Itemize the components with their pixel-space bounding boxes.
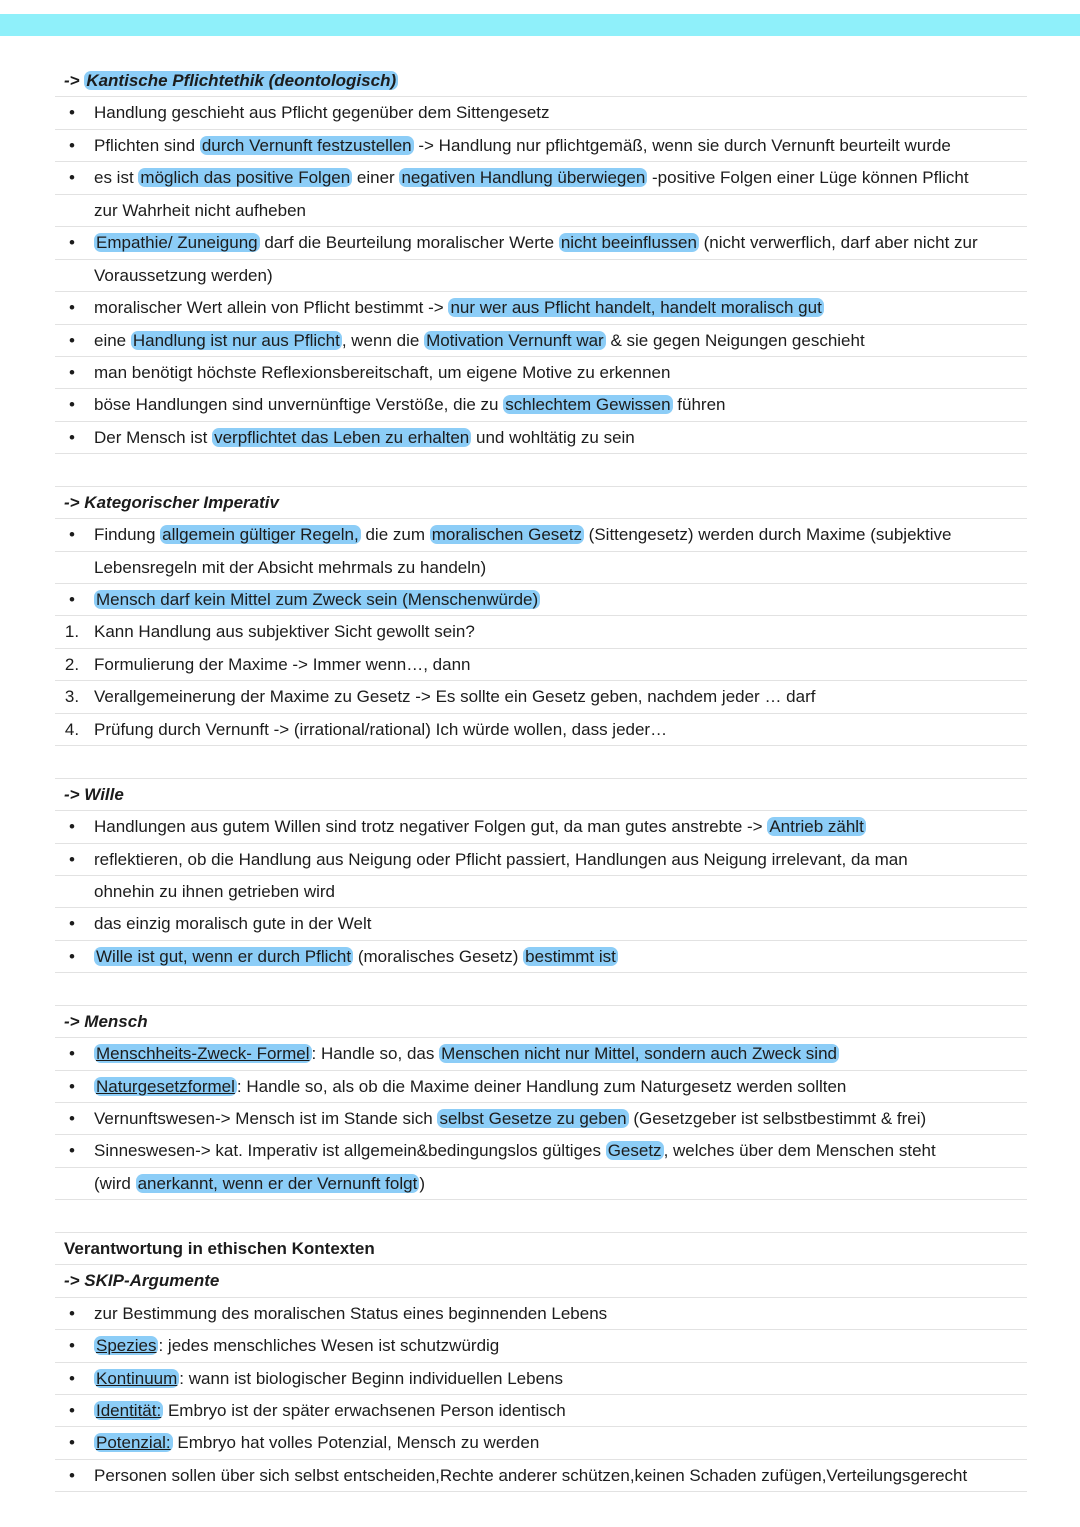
note-line	[55, 519, 1027, 551]
text-segment: böse Handlungen sind unvernünftige Verstöße, die zu	[94, 395, 504, 415]
line-text	[94, 422, 635, 454]
note-line	[55, 1460, 1027, 1492]
note-line	[55, 454, 1027, 486]
note-line	[55, 260, 1027, 292]
text-segment: )	[419, 1173, 425, 1193]
list-number: 4.	[64, 719, 80, 739]
highlighted-text: Kontinuum	[96, 1368, 178, 1388]
note-line	[55, 1071, 1027, 1103]
highlighted-text: Kantische Pflichtethik (deontologisch)	[86, 71, 397, 90]
text-segment: einer	[352, 168, 400, 188]
text-segment: man benötigt höchste Reflexionsbereitschaft, um eigene Motive zu erkennen	[94, 362, 671, 382]
text-segment: Embryo hat volles Potenzial, Mensch zu werden	[172, 1433, 540, 1453]
highlighted-text: Handlung ist nur aus Pflicht	[132, 330, 340, 350]
highlighted-text: Spezies	[96, 1336, 157, 1356]
note-line	[55, 1395, 1027, 1427]
note-line	[55, 811, 1027, 843]
text-segment: & sie gegen Neigungen geschieht	[605, 330, 865, 350]
bullet-marker: •	[69, 1336, 75, 1356]
text-segment: moralischer Wert allein von Pflicht bestimmt ->	[94, 298, 449, 318]
text-segment: , welches über dem Menschen steht	[663, 1141, 936, 1161]
bullet-marker: •	[69, 135, 75, 155]
highlighted-text: negativen Handlung überwiegen	[401, 168, 646, 188]
note-line	[55, 1200, 1027, 1232]
text-segment: (Sittengesetz) werden durch Maxime (subjektive	[583, 525, 952, 545]
notes-document	[55, 65, 1027, 1492]
line-text	[94, 1103, 926, 1135]
section-heading	[55, 779, 1027, 811]
note-line	[55, 325, 1027, 357]
highlighted-text: Wille ist gut, wenn er durch Pflicht	[96, 946, 352, 966]
bullet-marker: •	[69, 1368, 75, 1388]
note-line	[55, 941, 1027, 973]
text-segment: Verallgemeinerung der Maxime zu Gesetz -> Es sollte ein Gesetz geben, nachdem jeder … darf	[94, 687, 816, 707]
line-text	[94, 584, 540, 616]
text-segment: (nicht verwerflich, darf aber nicht zur	[698, 233, 978, 253]
highlighted-text: moralischen Gesetz	[431, 525, 582, 545]
note-line	[55, 1168, 1027, 1200]
highlighted-text: Potenzial:	[96, 1433, 171, 1453]
line-text	[94, 1071, 846, 1103]
text-segment: zur Wahrheit nicht aufheben	[94, 200, 306, 220]
line-text	[94, 357, 670, 389]
line-text	[94, 162, 969, 194]
note-line	[55, 908, 1027, 940]
note-line	[55, 422, 1027, 454]
text-segment: Der Mensch ist	[94, 427, 213, 447]
text-segment: -positive Folgen einer Lüge können Pflicht	[647, 168, 969, 188]
line-text	[64, 65, 398, 97]
text-segment: es ist	[94, 168, 139, 188]
top-color-banner	[0, 14, 1080, 36]
highlighted-text: anerkannt, wenn er der Vernunft folgt	[137, 1173, 418, 1193]
text-segment: ->	[64, 71, 85, 90]
bullet-marker: •	[69, 330, 75, 350]
text-segment: Kann Handlung aus subjektiver Sicht gewollt sein?	[94, 622, 475, 642]
note-line	[55, 357, 1027, 389]
highlighted-text: möglich das positive Folgen	[140, 168, 351, 188]
line-text	[94, 1038, 839, 1070]
line-text	[94, 616, 475, 648]
bullet-marker: •	[69, 1400, 75, 1420]
text-segment: : Handle so, als ob die Maxime deiner Handlung zum Naturgesetz werden sollten	[236, 1076, 847, 1096]
line-text	[94, 844, 908, 876]
section-heading	[55, 65, 1027, 97]
highlighted-text: Menschheits-Zweck- Formel	[96, 1044, 310, 1064]
bullet-marker: •	[69, 427, 75, 447]
bullet-marker: •	[69, 1076, 75, 1096]
bullet-marker: •	[69, 1433, 75, 1453]
line-text	[64, 779, 124, 811]
line-text	[94, 260, 273, 292]
note-line	[55, 714, 1027, 746]
line-text	[94, 649, 471, 681]
highlighted-text: Menschen nicht nur Mittel, sondern auch Zweck sind	[441, 1044, 837, 1064]
line-text	[94, 876, 335, 908]
line-text	[94, 908, 372, 940]
text-segment: Findung	[94, 525, 161, 545]
text-segment: -> SKIP-Argumente	[64, 1271, 220, 1291]
note-line	[55, 552, 1027, 584]
bullet-marker: •	[69, 849, 75, 869]
bullet-marker: •	[69, 362, 75, 382]
highlighted-text: Gesetz	[607, 1141, 662, 1161]
line-text	[94, 1460, 967, 1492]
line-text	[94, 1395, 566, 1427]
line-text	[94, 1363, 563, 1395]
list-number: 2.	[64, 654, 80, 674]
bullet-marker: •	[69, 395, 75, 415]
note-line	[55, 1103, 1027, 1135]
text-segment: das einzig moralisch gute in der Welt	[94, 914, 372, 934]
highlighted-text: Mensch darf kein Mittel zum Zweck sein (Menschenwürde)	[96, 590, 539, 609]
list-number: 1.	[64, 622, 80, 642]
text-segment: Handlung geschieht aus Pflicht gegenüber dem Sittengesetz	[94, 103, 550, 123]
line-text	[94, 130, 951, 162]
text-segment: Formulierung der Maxime -> Immer wenn…, dann	[94, 654, 471, 674]
text-segment: Embryo ist der später erwachsenen Person identisch	[163, 1400, 566, 1420]
note-line	[55, 1330, 1027, 1362]
note-line	[55, 1298, 1027, 1330]
text-segment: -> Wille	[64, 784, 124, 804]
highlighted-text: Motivation Vernunft war	[426, 330, 604, 350]
note-line	[55, 973, 1027, 1005]
text-segment: Prüfung durch Vernunft -> (irrational/rational) Ich würde wollen, dass jeder…	[94, 719, 668, 739]
bullet-marker: •	[69, 168, 75, 188]
line-text	[94, 325, 865, 357]
line-text	[94, 1135, 936, 1167]
line-text	[94, 227, 978, 259]
text-segment: , wenn die	[341, 330, 425, 350]
line-text	[64, 487, 279, 519]
text-segment: die zum	[360, 525, 430, 545]
text-segment: Verantwortung in ethischen Kontexten	[64, 1238, 375, 1258]
line-text	[94, 389, 726, 421]
line-text	[94, 1298, 607, 1330]
bullet-marker: •	[69, 1303, 75, 1323]
bullet-marker: •	[69, 590, 75, 609]
text-segment: -> Handlung nur pflichtgemäß, wenn sie durch Vernunft beurteilt wurde	[413, 135, 951, 155]
note-line	[55, 649, 1027, 681]
line-text	[94, 1330, 499, 1362]
line-text	[94, 195, 306, 227]
highlighted-text: nur wer aus Pflicht handelt, handelt moralisch gut	[450, 298, 822, 318]
text-segment: Lebensregeln mit der Absicht mehrmals zu handeln)	[94, 557, 487, 577]
note-line	[55, 227, 1027, 259]
bullet-marker: •	[69, 946, 75, 966]
text-segment: : jedes menschliches Wesen ist schutzwürdig	[158, 1336, 500, 1356]
line-text	[94, 1427, 539, 1459]
line-text	[94, 714, 667, 746]
text-segment: -> Kategorischer Imperativ	[64, 492, 279, 512]
line-text	[64, 1006, 148, 1038]
highlighted-text: Antrieb zählt	[769, 817, 864, 837]
line-text	[94, 552, 486, 584]
note-line	[55, 292, 1027, 324]
text-segment: (Gesetzgeber ist selbstbestimmt & frei)	[628, 1109, 927, 1128]
highlighted-text: selbst Gesetze zu geben	[439, 1109, 627, 1128]
note-line	[55, 681, 1027, 713]
text-segment: ohnehin zu ihnen getrieben wird	[94, 881, 336, 901]
text-segment: Handlungen aus gutem Willen sind trotz negativer Folgen gut, da man gutes anstrebte ->	[94, 817, 768, 837]
line-text	[94, 1168, 425, 1200]
bullet-marker: •	[69, 233, 75, 253]
line-text	[94, 811, 866, 843]
line-text	[94, 941, 618, 973]
text-segment: (wird	[94, 1173, 136, 1193]
highlighted-text: nicht beeinflussen	[560, 233, 697, 253]
text-segment: eine	[94, 330, 131, 350]
text-segment: Sinneswesen-> kat. Imperativ ist allgemein&bedingungslos gültiges	[94, 1141, 606, 1161]
highlighted-text: verpflichtet das Leben zu erhalten	[214, 427, 470, 447]
section-heading	[55, 1265, 1027, 1297]
note-line	[55, 1038, 1027, 1070]
text-segment: -> Mensch	[64, 1011, 148, 1031]
line-text	[94, 681, 815, 713]
text-segment: reflektieren, ob die Handlung aus Neigung oder Pflicht passiert, Handlungen aus Neigung irrelevant, da man	[94, 849, 908, 869]
bullet-marker: •	[69, 817, 75, 837]
line-text	[64, 1233, 375, 1265]
text-segment: Personen sollen über sich selbst entscheiden,Rechte anderer schützen,keinen Schaden zufügen,Verteilungsgerecht	[94, 1465, 968, 1485]
note-line	[55, 162, 1027, 194]
bullet-marker: •	[69, 1109, 75, 1128]
text-segment: Pflichten sind	[94, 135, 200, 155]
text-segment: darf die Beurteilung moralischer Werte	[259, 233, 559, 253]
text-segment: führen	[672, 395, 726, 415]
line-text	[94, 519, 952, 551]
note-line	[55, 584, 1027, 616]
note-line	[55, 389, 1027, 421]
highlighted-text: allgemein gültiger Regeln,	[162, 525, 359, 545]
bullet-marker: •	[69, 525, 75, 545]
note-line	[55, 1135, 1027, 1167]
note-line	[55, 1427, 1027, 1459]
line-text	[64, 1265, 219, 1297]
note-line	[55, 876, 1027, 908]
section-heading	[55, 487, 1027, 519]
section-heading	[55, 1006, 1027, 1038]
highlighted-text: Naturgesetzformel	[96, 1076, 235, 1096]
bullet-marker: •	[69, 1044, 75, 1064]
note-line	[55, 844, 1027, 876]
text-segment: Vernunftswesen-> Mensch ist im Stande sich	[94, 1109, 438, 1128]
bullet-marker: •	[69, 914, 75, 934]
text-segment: (moralisches Gesetz)	[353, 946, 524, 966]
highlighted-text: Identität:	[96, 1400, 162, 1420]
note-line	[55, 97, 1027, 129]
note-line	[55, 130, 1027, 162]
list-number: 3.	[64, 687, 80, 707]
text-segment: : Handle so, das	[311, 1044, 440, 1064]
bullet-marker: •	[69, 1465, 75, 1485]
line-text	[94, 97, 550, 129]
text-segment: zur Bestimmung des moralischen Status eines beginnenden Lebens	[94, 1303, 608, 1323]
highlighted-text: Empathie/ Zuneigung	[96, 233, 258, 253]
note-line	[55, 1363, 1027, 1395]
line-text	[94, 292, 824, 324]
text-segment: : wann ist biologischer Beginn individuellen Lebens	[179, 1368, 563, 1388]
note-line	[55, 746, 1027, 778]
bullet-marker: •	[69, 1141, 75, 1161]
bullet-marker: •	[69, 103, 75, 123]
text-segment: Voraussetzung werden)	[94, 265, 273, 285]
section-heading	[55, 1233, 1027, 1265]
note-line	[55, 195, 1027, 227]
bullet-marker: •	[69, 298, 75, 318]
note-line	[55, 616, 1027, 648]
highlighted-text: bestimmt ist	[525, 946, 616, 966]
highlighted-text: schlechtem Gewissen	[505, 395, 671, 415]
text-segment: und wohltätig zu sein	[471, 427, 635, 447]
highlighted-text: durch Vernunft festzustellen	[201, 135, 412, 155]
